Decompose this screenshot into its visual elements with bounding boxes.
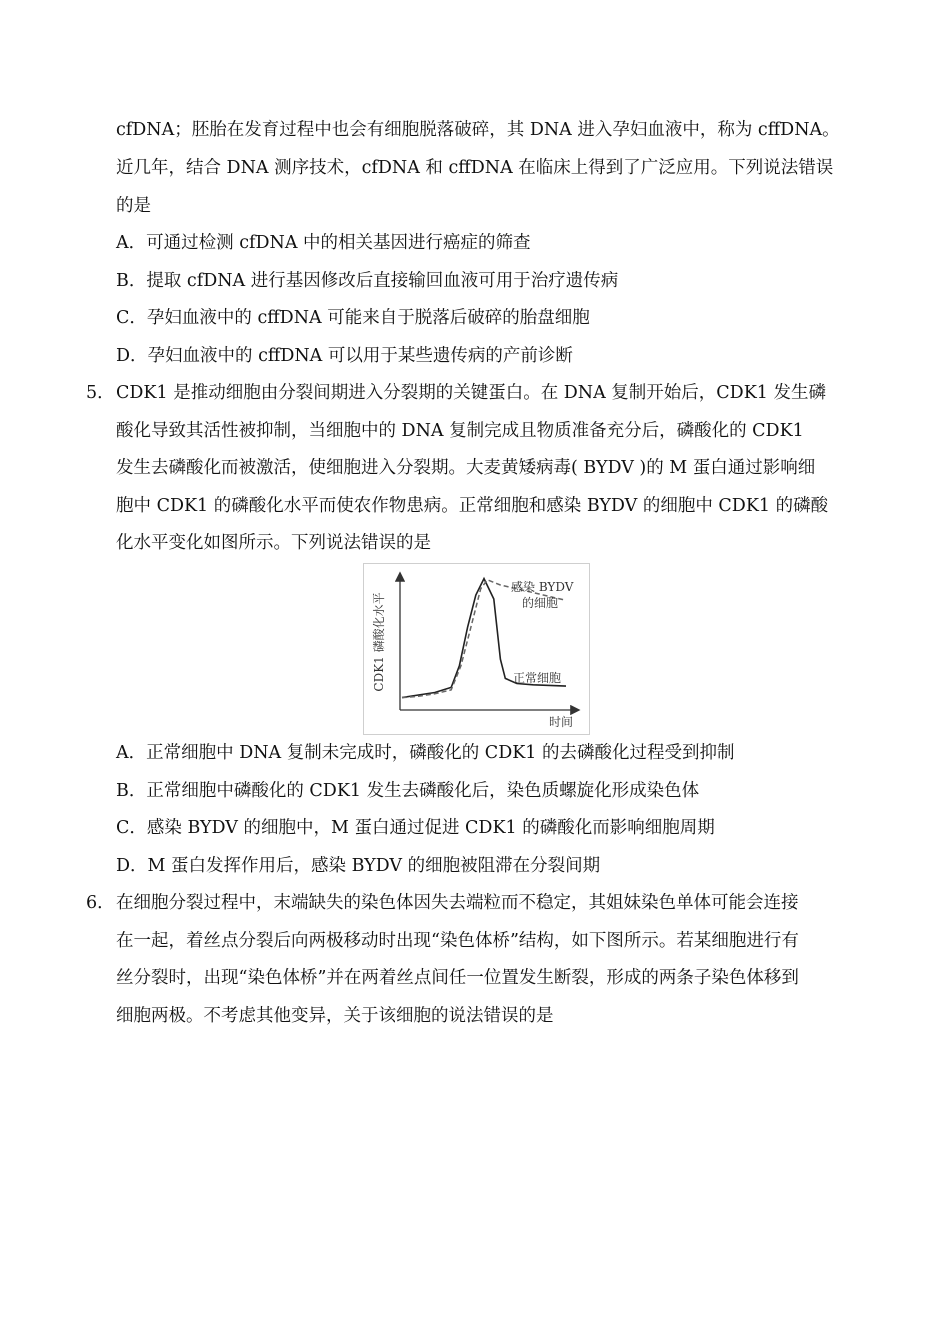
q4-text-line-3: 的是 xyxy=(116,196,151,216)
q5-text-line-1: CDK1 是推动细胞由分裂间期进入分裂期的关键蛋白。在 DNA 复制开始后，CDK1 发生磷 xyxy=(116,383,826,403)
q5-option-a: A．正常细胞中 DNA 复制未完成时，磷酸化的 CDK1 的去磷酸化过程受到抑制 xyxy=(116,743,735,763)
q5-text-line-4: 胞中 CDK1 的磷酸化水平而使农作物患病。正常细胞和感染 BYDV 的细胞中 CDK1 的磷酸 xyxy=(116,496,829,516)
q4-option-d: D．孕妇血液中的 cffDNA 可以用于某些遗传病的产前诊断 xyxy=(116,346,573,366)
q6-text-line-4: 细胞两极。不考虑其他变异，关于该细胞的说法错误的是 xyxy=(116,1006,554,1026)
q4-text-line-2: 近几年，结合 DNA 测序技术，cfDNA 和 cffDNA 在临床上得到了广泛应用。下列说法错误 xyxy=(116,158,834,178)
q4-option-c: C．孕妇血液中的 cffDNA 可能来自于脱落后破碎的胎盘细胞 xyxy=(116,308,590,328)
cdk1-chart-svg xyxy=(364,564,589,734)
y-axis-label: CDK1 磷酸化水平 xyxy=(372,592,386,692)
q6-text-line-2: 在一起，着丝点分裂后向两极移动时出现“染色体桥”结构，如下图所示。若某细胞进行有 xyxy=(116,931,799,951)
infected-series-label-line-1: 感染 BYDV xyxy=(511,580,574,594)
q5-option-d: D．M 蛋白发挥作用后，感染 BYDV 的细胞被阻滞在分裂间期 xyxy=(116,856,601,876)
q4-text-line-1: cfDNA；胚胎在发育过程中也会有细胞脱落破碎，其 DNA 进入孕妇血液中，称为 cffDNA。 xyxy=(116,120,840,140)
x-axis-label: 时间 xyxy=(548,715,574,729)
infected-series-label-line-2: 的细胞 xyxy=(522,596,559,610)
q5-text-line-3: 发生去磷酸化而被激活，使细胞进入分裂期。大麦黄矮病毒( BYDV )的 M 蛋白通过影响细 xyxy=(116,458,816,478)
q5-number: 5． xyxy=(86,383,115,403)
q5-text-line-2: 酸化导致其活性被抑制，当细胞中的 DNA 复制完成且物质准备充分后，磷酸化的 CDK1 xyxy=(116,421,804,441)
q5-option-c: C．感染 BYDV 的细胞中，M 蛋白通过促进 CDK1 的磷酸化而影响细胞周期 xyxy=(116,818,715,838)
q6-text-line-3: 丝分裂时，出现“染色体桥”并在两着丝点间任一位置发生断裂，形成的两条子染色体移到 xyxy=(116,968,799,988)
q5-option-b: B．正常细胞中磷酸化的 CDK1 发生去磷酸化后，染色质螺旋化形成染色体 xyxy=(116,781,700,801)
q5-text-line-5: 化水平变化如图所示。下列说法错误的是 xyxy=(116,533,431,553)
q6-text-line-1: 在细胞分裂过程中，末端缺失的染色体因失去端粒而不稳定，其姐妹染色单体可能会连接 xyxy=(116,893,799,913)
cdk1-chart xyxy=(363,563,590,735)
q6-number: 6． xyxy=(86,893,115,913)
q4-option-b: B．提取 cfDNA 进行基因修改后直接输回血液可用于治疗遗传病 xyxy=(116,271,619,291)
q4-option-a: A．可通过检测 cfDNA 中的相关基因进行癌症的筛查 xyxy=(116,233,531,253)
normal-series-label: 正常细胞 xyxy=(513,671,562,685)
